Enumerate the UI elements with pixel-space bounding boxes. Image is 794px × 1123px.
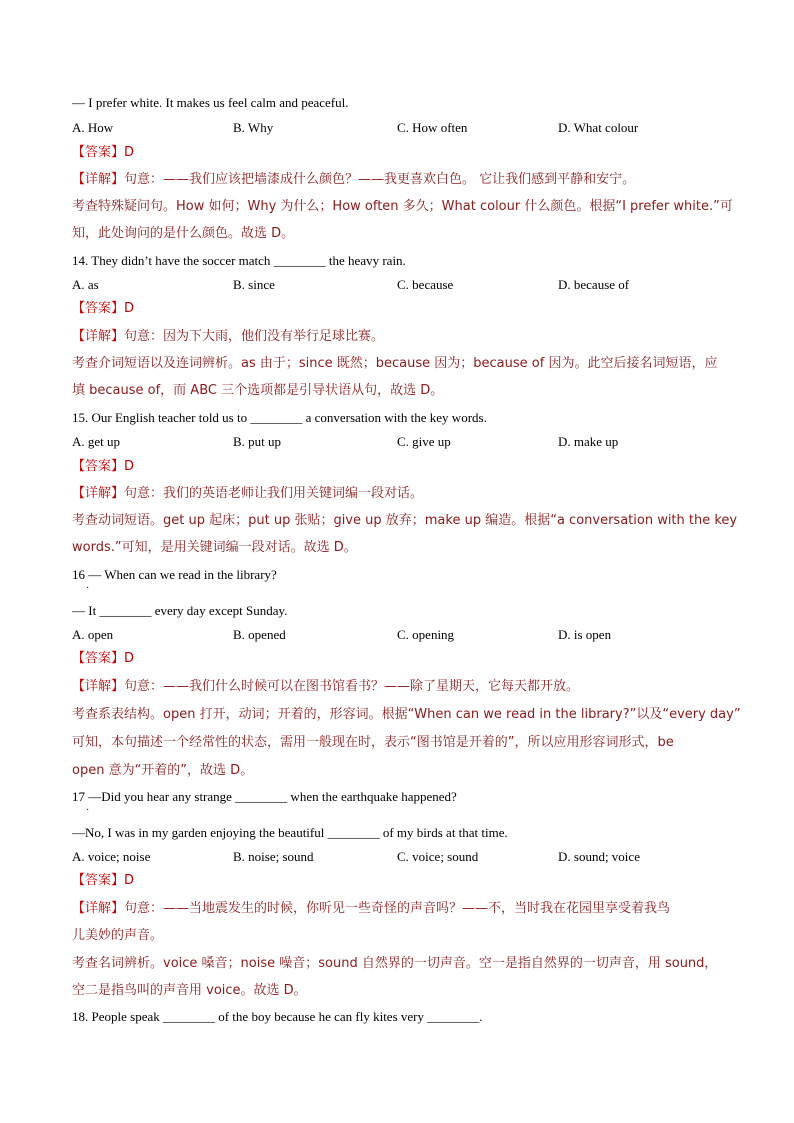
q16-detail (72, 679, 579, 695)
q17-detail (72, 901, 670, 917)
q13-answer (72, 145, 134, 161)
q16-reply: — It ________ every day except Sunday. (72, 603, 288, 618)
detail-text: 句意：——我们什么时候可以在图书馆看书？——除了星期天，它每天都开放。 (124, 679, 580, 694)
q15-option-a: A. get up (72, 434, 121, 449)
q17-option-c: C. voice; sound (397, 849, 479, 864)
answer-tag: 【答案】 (72, 459, 125, 474)
q16-stem: 16 — When can we read in the library? (72, 567, 277, 582)
answer-value: D (124, 301, 135, 316)
q13-detail (72, 172, 635, 188)
q14-stem: 14. They didn’t have the soccer match ________ the heavy rain. (72, 253, 406, 268)
q15-answer (72, 459, 134, 475)
q15-explanation-2: words.”可知，是用关键词编一段对话。故选 D。 (72, 540, 357, 555)
q18-stem: 18. People speak ________ of the boy because he can fly kites very ________. (72, 1009, 483, 1024)
q16-option-d: D. is open (558, 627, 612, 642)
q13-option-b: B. Why (233, 120, 274, 135)
answer-tag: 【答案】 (72, 301, 125, 316)
detail-text: 句意：——我们应该把墙漆成什么颜色？——我更喜欢白色。 它让我们感到平静和安宁。 (124, 172, 636, 187)
detail-tag: 【详解】 (72, 486, 125, 501)
detail-tag: 【详解】 (72, 679, 125, 694)
answer-value: D (124, 145, 135, 160)
q13-explanation-2: 知，此处询问的是什么颜色。故选 D。 (72, 226, 295, 241)
detail-tag: 【详解】 (72, 901, 125, 916)
q15-stem: 15. Our English teacher told us to ________ a conversation with the key words. (72, 410, 487, 425)
q13-explanation-1: 考查特殊疑问句。How 如何；Why 为什么；How often 多久；What colour 什么颜色。根据“I prefer white.”可 (72, 199, 733, 214)
q14-detail (72, 329, 384, 345)
detail-text: 句意：因为下大雨，他们没有举行足球比赛。 (124, 329, 385, 344)
q14-option-d: D. because of (558, 277, 630, 292)
q17-option-b: B. noise; sound (233, 849, 314, 864)
q15-option-c: C. give up (397, 434, 451, 449)
q13-option-d: D. What colour (558, 120, 639, 135)
q16-option-c: C. opening (397, 627, 455, 642)
q17-reply: —No, I was in my garden enjoying the beautiful ________ of my birds at that time. (72, 825, 508, 840)
q16-option-b: B. opened (233, 627, 286, 642)
answer-tag: 【答案】 (72, 651, 125, 666)
answer-value: D (124, 459, 135, 474)
q16-dot-mark: · (86, 583, 90, 594)
q17-option-d: D. sound; voice (558, 849, 640, 864)
q15-explanation-1: 考查动词短语。get up 起床；put up 张贴；give up 放弃；make up 编造。根据“a conversation with the key (72, 513, 738, 528)
q14-explanation-1: 考查介词短语以及连词辨析。as 由于；since 既然；because 因为；because of 因为。此空后接名词短语，应 (72, 356, 718, 371)
q17-stem: 17 —Did you hear any strange ________ when the earthquake happened? (72, 789, 457, 804)
answer-tag: 【答案】 (72, 873, 125, 888)
q14-answer (72, 301, 134, 317)
q17-explanation-2: 空二是指鸟叫的声音用 voice。故选 D。 (72, 983, 307, 998)
q17-detail-2: 儿美妙的声音。 (72, 928, 164, 943)
detail-text: 句意：我们的英语老师让我们用关键词编一段对话。 (124, 486, 424, 501)
q13-option-a: A. How (72, 120, 114, 135)
q14-option-c: C. because (397, 277, 454, 292)
q15-detail (72, 486, 423, 502)
detail-text: 句意：——当地震发生的时候，你听见一些奇怪的声音吗？——不，当时我在花园里享受着我鸟 (124, 901, 671, 916)
q16-explanation-1: 考查系表结构。open 打开，动词；开着的，形容词。根据“When can we read in the library?”以及“every day” (72, 707, 741, 722)
q16-answer (72, 651, 134, 667)
q16-explanation-2: 可知，本句描述一个经常性的状态，需用一般现在时，表示“图书馆是开着的”，所以应用形容词形式，be (72, 735, 674, 750)
q14-option-a: A. as (72, 277, 99, 292)
q15-option-b: B. put up (233, 434, 282, 449)
q17-explanation-1: 考查名词辨析。voice 嗓音；noise 噪音；sound 自然界的一切声音。空一是指自然界的一切声音，用 sound， (72, 956, 718, 971)
q17-dot-mark: · (86, 805, 90, 816)
answer-value: D (124, 651, 135, 666)
q13-option-c: C. How often (397, 120, 468, 135)
q17-option-a: A. voice; noise (72, 849, 151, 864)
q15-option-d: D. make up (558, 434, 619, 449)
detail-tag: 【详解】 (72, 329, 125, 344)
q16-option-a: A. open (72, 627, 114, 642)
q14-option-b: B. since (233, 277, 275, 292)
q17-answer (72, 873, 134, 889)
q14-explanation-2: 填 because of，而 ABC 三个选项都是引导状语从句，故选 D。 (72, 383, 444, 398)
detail-tag: 【详解】 (72, 172, 125, 187)
answer-tag: 【答案】 (72, 145, 125, 160)
q16-explanation-3: open 意为“开着的”，故选 D。 (72, 763, 254, 778)
answer-value: D (124, 873, 135, 888)
q13-reply: — I prefer white. It makes us feel calm and peaceful. (72, 95, 349, 110)
